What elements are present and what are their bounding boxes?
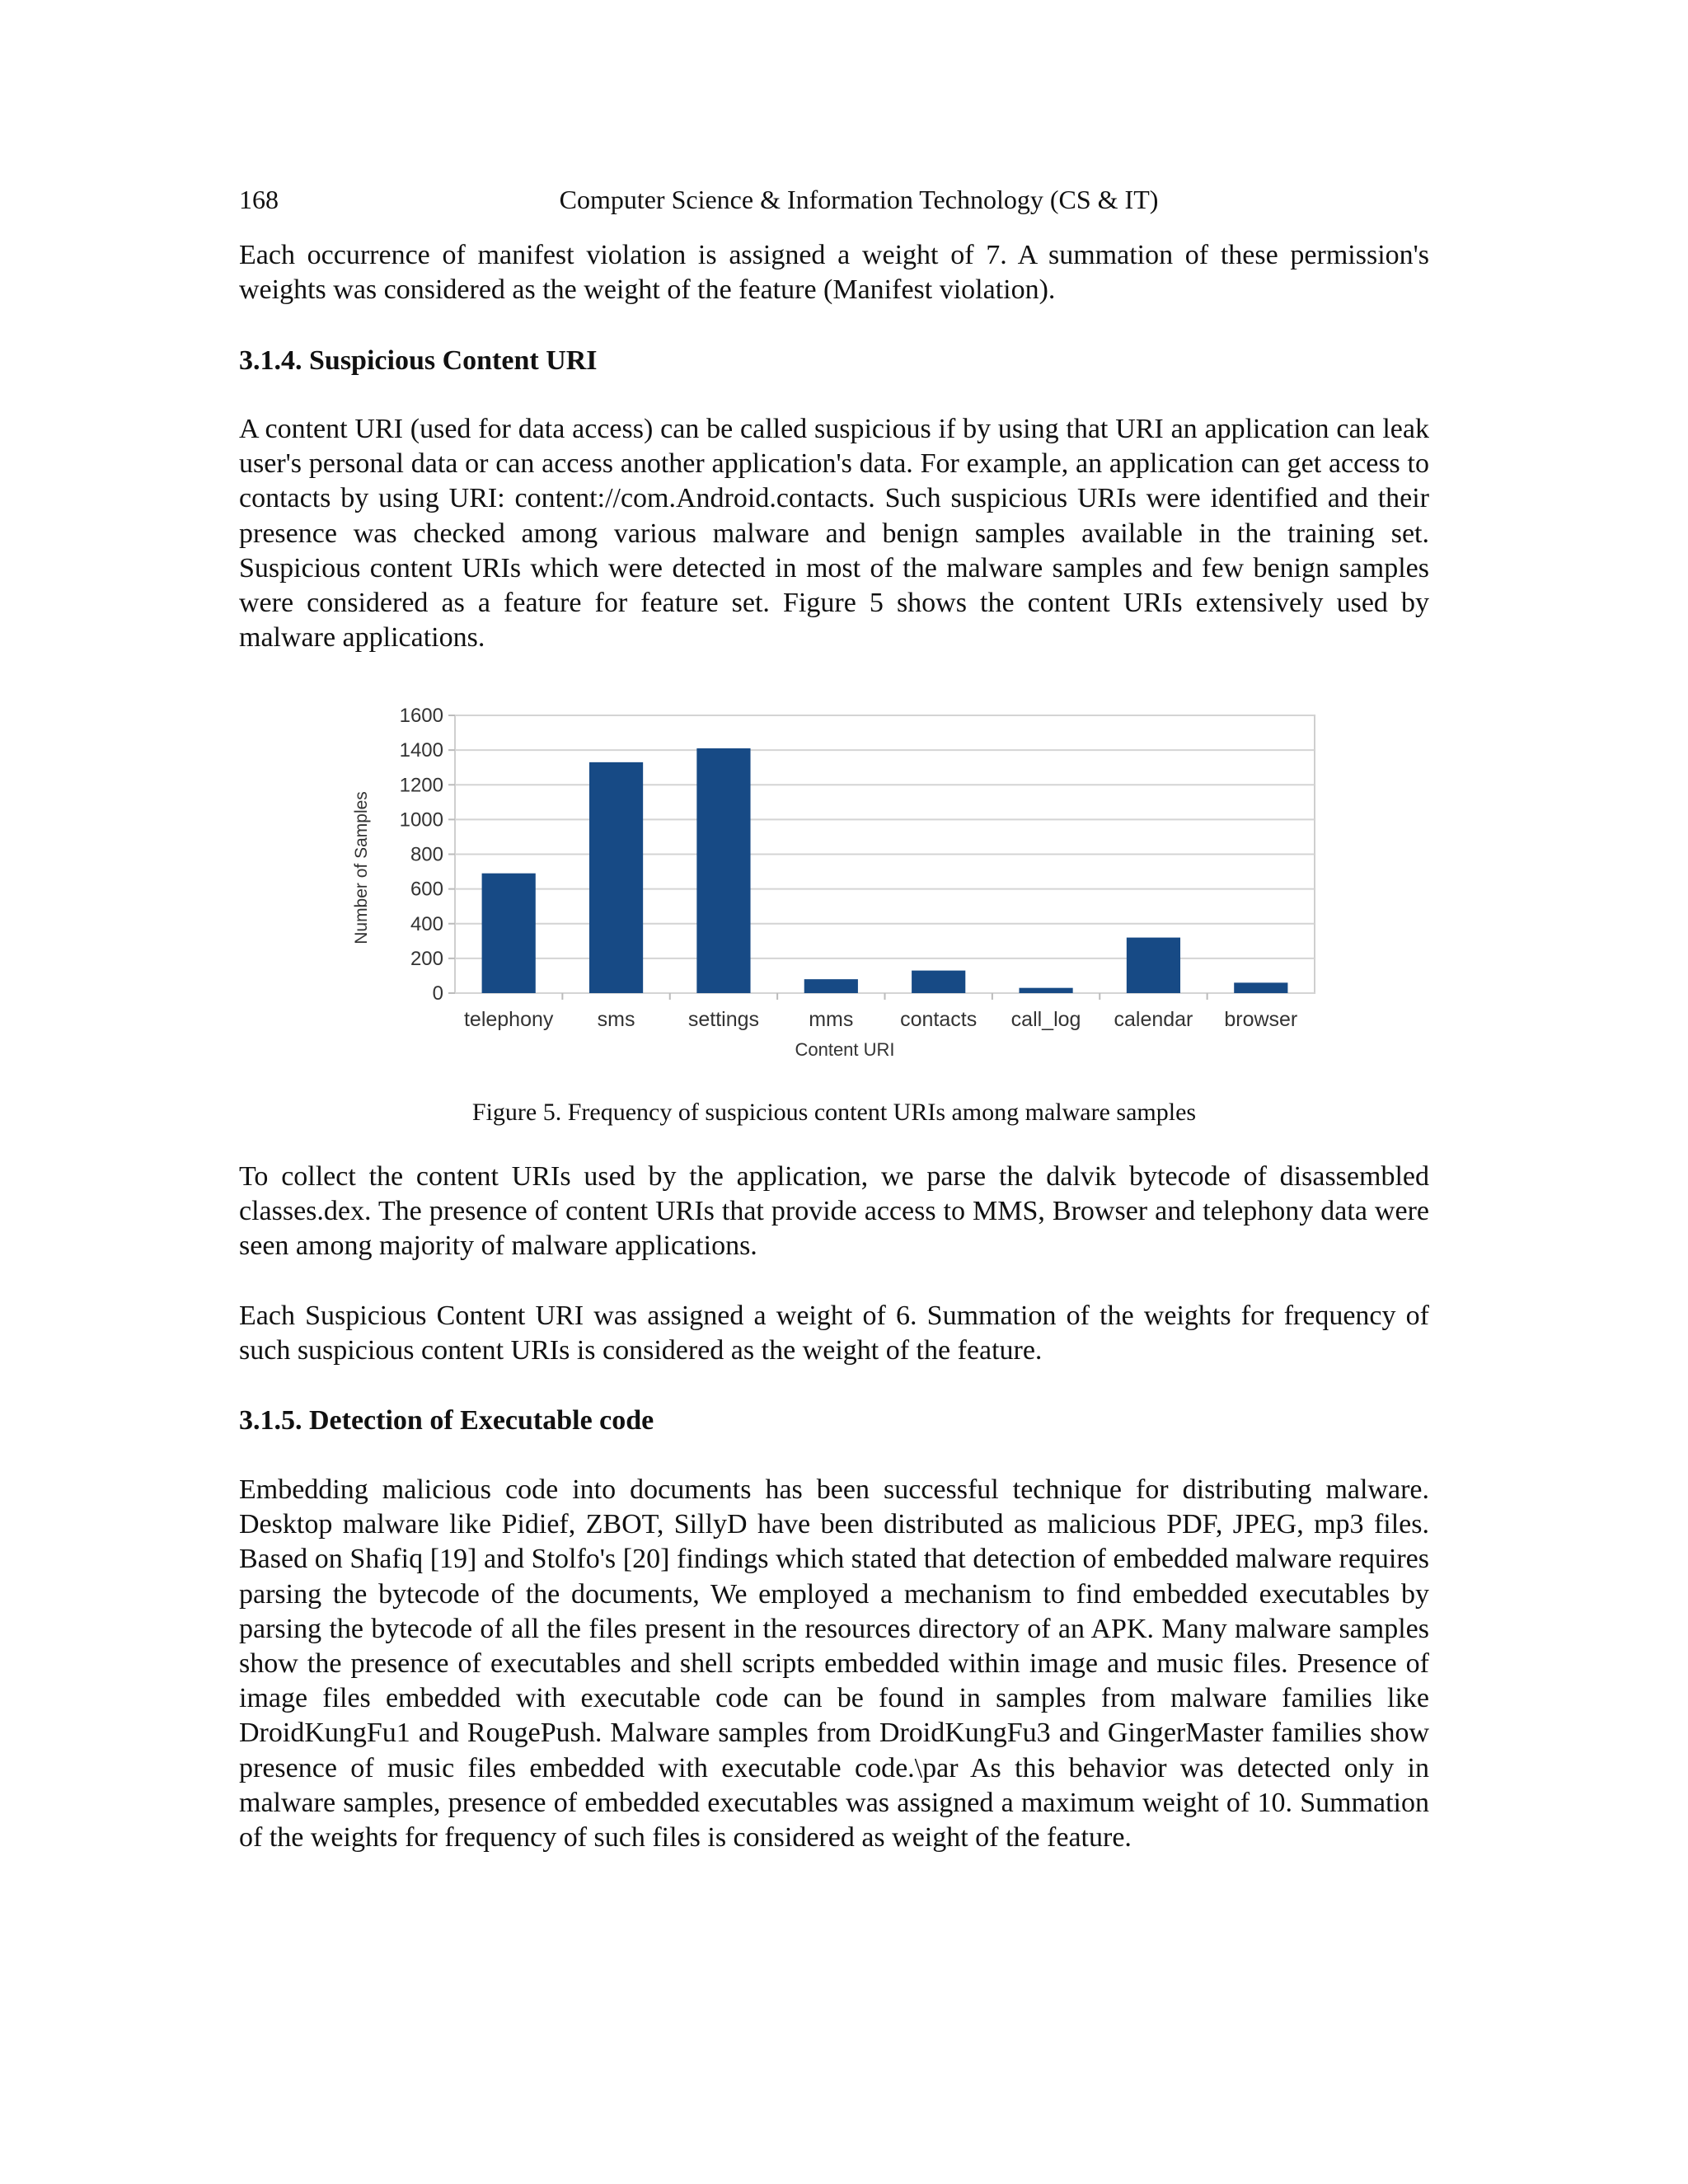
x-tick-label: mms bbox=[809, 1008, 854, 1031]
x-tick-label: call_log bbox=[1010, 1008, 1081, 1031]
chart-gridlines bbox=[448, 715, 1315, 1000]
section-heading-3-1-4: 3.1.4. Suspicious Content URI bbox=[239, 345, 598, 376]
paragraph-collect-uris: To collect the content URIs used by the application, we parse the dalvik bytecode of disassembled classes.dex. The presence of content URIs that provide access to MMS, Browser and telephony data were seen among majority of malware applications. bbox=[239, 1161, 1429, 1262]
page-header bbox=[239, 185, 1429, 221]
page-number: 168 bbox=[239, 185, 279, 214]
bar-calendar bbox=[1127, 938, 1180, 993]
bar-sms bbox=[589, 762, 643, 993]
bar-contacts bbox=[912, 971, 965, 993]
x-tick-label: settings bbox=[687, 1008, 760, 1031]
bar-settings bbox=[696, 748, 750, 993]
y-tick-label: 1400 bbox=[399, 739, 443, 762]
chart-x-ticks bbox=[464, 1008, 1297, 1031]
bar-call_log bbox=[1019, 988, 1072, 993]
y-tick-label: 1200 bbox=[399, 774, 443, 797]
x-tick-label: contacts bbox=[900, 1008, 978, 1031]
bar-browser bbox=[1234, 982, 1287, 993]
y-tick-label: 1600 bbox=[399, 705, 443, 727]
paragraph-executable-code: Embedding malicious code into documents has been successful technique for distributing malware. Desktop malware like Pidief, ZBOT, SillyD have been distributed as malicious PDF, JPEG, mp3 files. Based on Shafiq [19] and Stolfo's [20] findings which stated that detection of embedded malware requires parsing the bytecode of the documents, We employed a mechanism to find embedded executables by parsing the bytecode of all the files present in the resources directory of an APK. Many malware samples show the presence of executables and shell scripts embedded within image and music files. Presence of image files embedded with executable code can be found in samples from malware families like DroidKungFu1 and RougePush. Malware samples from DroidKungFu3 and GingerMaster families show presence of music files embedded with executable code.\par As this behavior was detected only in malware samples, presence of embedded executables was assigned a maximum weight of 10. Summation of the weights for frequency of such files is considered as weight of the feature. bbox=[239, 1474, 1429, 1854]
y-tick-label: 400 bbox=[410, 912, 443, 935]
bar-telephony bbox=[482, 874, 536, 993]
running-title: Computer Science & Information Technology (CS & IT) bbox=[559, 185, 1159, 214]
figure-caption: Figure 5. Frequency of suspicious content URIs among malware samples bbox=[471, 1099, 1197, 1126]
y-tick-label: 0 bbox=[432, 982, 443, 1005]
bar-mms bbox=[804, 979, 858, 993]
x-tick-label: browser bbox=[1224, 1008, 1298, 1031]
y-tick-label: 600 bbox=[410, 878, 443, 901]
x-tick-label: telephony bbox=[463, 1008, 554, 1031]
paragraph-uri-weight: Each Suspicious Content URI was assigned a weight of 6. Summation of the weights for frequency of such suspicious content URIs is considered as the weight of the feature. bbox=[239, 1301, 1429, 1366]
x-tick-label: calendar bbox=[1114, 1008, 1193, 1031]
section-heading-3-1-5: 3.1.5. Detection of Executable code bbox=[239, 1405, 654, 1436]
paragraph-manifest-weight: Each occurrence of manifest violation is assigned a weight of 7. A summation of these permission's weights was considered as the weight of the feature (Manifest violation). bbox=[239, 240, 1429, 306]
chart-y-ticks bbox=[400, 705, 443, 1005]
y-tick-label: 200 bbox=[410, 947, 443, 970]
x-axis-label: Content URI bbox=[795, 1039, 895, 1059]
y-tick-label: 1000 bbox=[399, 808, 443, 832]
x-tick-label: sms bbox=[597, 1008, 635, 1031]
paragraph-suspicious-uri: A content URI (used for data access) can be called suspicious if by using that URI an application can leak user's personal data or can access another application's data. For example, an application can get access to contacts by using URI: content://com.Android.contacts. Such suspicious URIs were identified and their presence was checked among various malware and benign samples available in the training set. Suspicious content URIs which were detected in most of the malware samples and few benign samples were considered as a feature for feature set. Figure 5 shows the content URIs extensively used by malware applications. bbox=[239, 414, 1429, 654]
y-tick-label: 800 bbox=[410, 843, 443, 866]
y-axis-label: Number of Samples bbox=[352, 791, 371, 944]
bar-chart bbox=[346, 696, 1327, 1059]
